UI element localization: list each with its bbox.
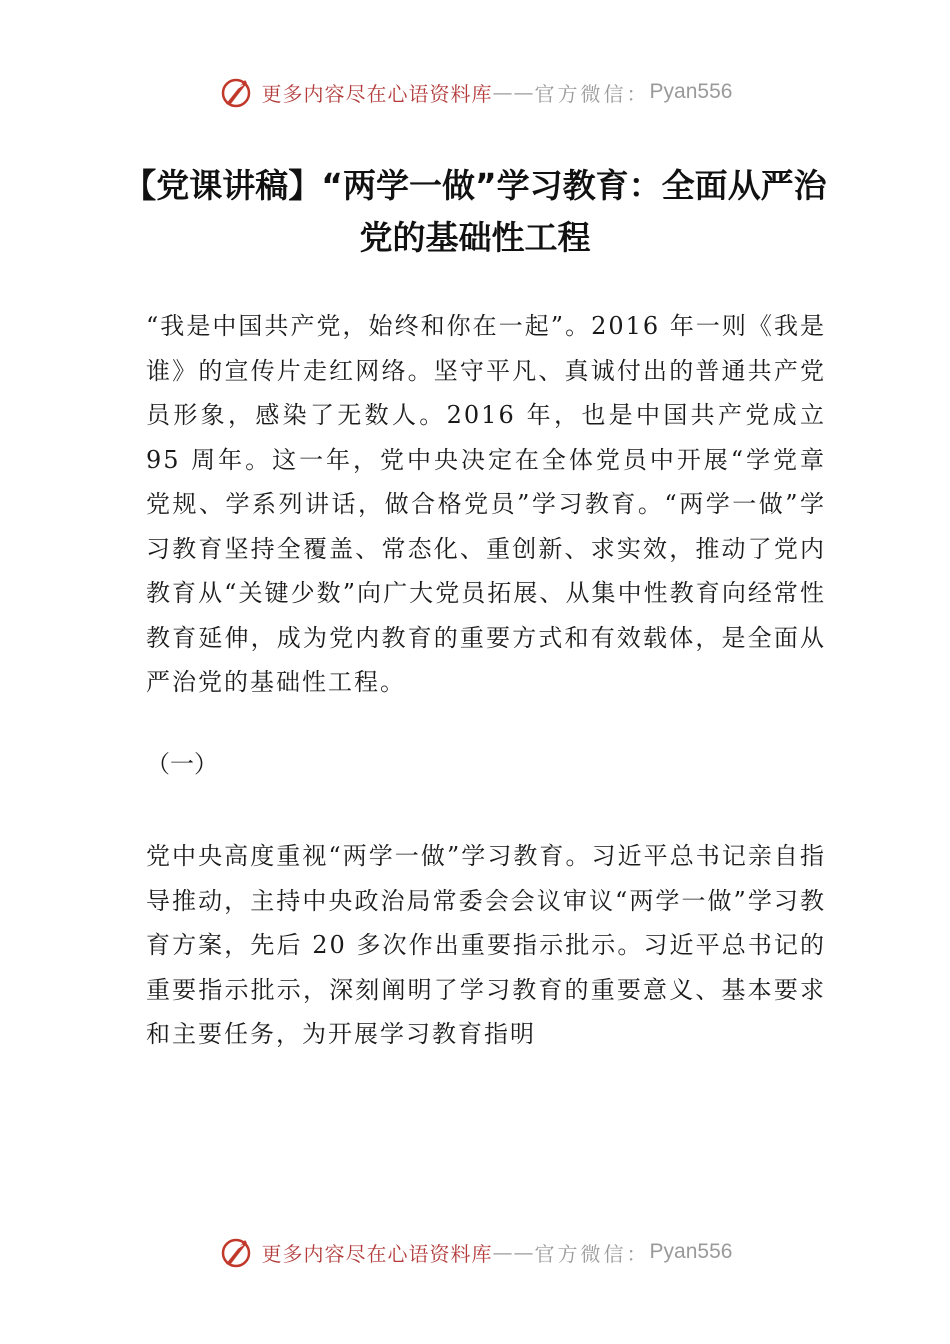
document-title: 【党课讲稿】“两学一做”学习教育：全面从严治党的基础性工程 xyxy=(123,166,827,257)
watermark-brand-text: 更多内容尽在心语资料库 xyxy=(261,81,493,106)
quill-logo-icon xyxy=(218,74,254,110)
watermark-wechat-label: 官方微信： xyxy=(534,1241,650,1266)
watermark-separator: —— xyxy=(492,1240,535,1264)
body-paragraph-1: “我是中国共产党，始终和你在一起”。2016 年一则《我是谁》的宣传片走红网络。坚守平凡、真诚付出的普通共产党员形象，感染了无数人。2016 年，也是中国共产党成立 95 周年。这一年，党中央决定在全体党员中开展“学党章党规、学系列讲话，做合格党员”学习教育。“两学一做”学习教育坚持全覆盖、常态化、重创新、求实效，推动了党内教育从“关键少数”向广大党员拓展、从集中性教育向经常性教育延伸，成为党内教育的重要方式和有效载体，是全面从严治党的基础性工程。 xyxy=(146,312,826,696)
body-paragraph-2: 党中央高度重视“两学一做”学习教育。习近平总书记亲自指导推动，主持中央政治局常委会会议审议“两学一做”学习教育方案，先后 20 多次作出重要指示批示。习近平总书记的重要指示批示，深刻阐明了学习教育的重要意义、基本要求和主要任务，为开展学习教育指明 xyxy=(146,842,826,1048)
watermark-wechat-id: Pyan556 xyxy=(649,1240,733,1263)
watermark-separator: —— xyxy=(492,80,535,104)
watermark-wechat-id: Pyan556 xyxy=(649,80,733,103)
header-watermark xyxy=(0,72,950,112)
footer-watermark xyxy=(0,1232,950,1272)
section-marker: （一） xyxy=(146,750,218,778)
watermark-wechat-label: 官方微信： xyxy=(534,81,650,106)
quill-logo-icon xyxy=(218,1234,254,1270)
watermark-brand-text: 更多内容尽在心语资料库 xyxy=(261,1241,493,1266)
